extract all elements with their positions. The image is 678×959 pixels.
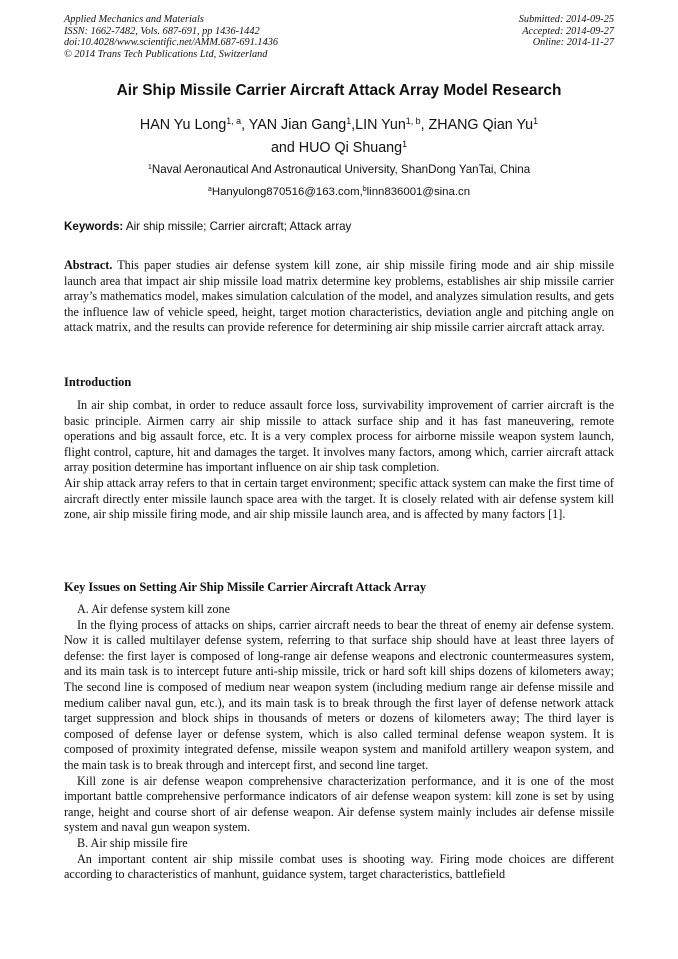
affiliation-mark: 1	[147, 162, 152, 172]
affiliation	[40, 163, 638, 177]
journal-info	[64, 14, 278, 60]
author-line-1	[40, 114, 638, 137]
key-issues-section	[64, 602, 614, 883]
author-name: HUO Qi Shuang	[298, 140, 403, 156]
abstract-paragraph	[64, 258, 614, 336]
introduction-paragraph: In air ship combat, in order to reduce assault force loss, survivability improvement of carrier aircraft is the basic principle. Airmen carry air ship missile to attack surface ship and it has fast maneuvering, remote operations and big assault force, etc. It is a very complex process for airborne missile weapon system launch, flight control, capture, hit and damages the target. It involves many factors, among which, carrier aircraft attack array position determine has important influence on air ship task completion.	[64, 398, 614, 475]
affiliation-text: Naval Aeronautical And Astronautical University, ShanDong YanTai, China	[151, 163, 531, 176]
introduction-heading: Introduction	[64, 375, 132, 389]
author-separator: ,	[241, 117, 249, 133]
key-issues-heading: Key Issues on Setting Air Ship Missile Carrier Aircraft Attack Array	[64, 580, 427, 594]
date-submitted: Submitted: 2014-09-25	[518, 14, 614, 25]
author-separator: ,	[351, 117, 356, 133]
journal-copyright: © 2014 Trans Tech Publications Ltd, Switzerland	[64, 48, 268, 60]
author-conjunction: and	[270, 140, 299, 156]
author-line-2	[40, 137, 638, 160]
keywords-label: Keywords:	[64, 220, 124, 233]
abstract	[64, 258, 614, 336]
author-list	[40, 114, 638, 160]
email-link-a[interactable]: Hanyulong870516@163.com,	[211, 186, 363, 198]
key-issues-paragraph: In the flying process of attacks on ships, carrier aircraft needs to bear the threat of enemy air defense system. Now it is called multilayer defense system, referring to that surface ship should have at least three layers of defense: the first layer is composed of long-range air defense weapons and electronic countermeasures system, and its main task is to intercept future anti-ship missile, trick or hard soft kill ships dozens of kilometers away; The second line is composed of medium near weapon system (including medium range air defense missile and medium caliber naval gun, etc.), and its main task is to break through the first layer of defense network attack target suppression and block ships in thousands of meters or dozens of kilometers away; The third layer is composed of defense layer or defense system, which is also called terminal defense weapon system. It is composed of proximity integrated defense, missile weapon system and manifold artillery weapon system, and the main task is to break through and intercept first, and second line target.	[64, 617, 614, 772]
author-affil-mark: 1, a	[226, 116, 242, 127]
abstract-text: This paper studies air defense system kill zone, air ship missile firing mode and air ship missile launch area that impact air ship missile load matrix determine key problems, establishes air ship missile carrier array’s mathematics model, makes simulation calculation of the model, and analyzes simulation results, and gets the influence law of vehicle speed, height, target motion characteristics, deviation angle and pitching angle on attack matrix, and the results can provide reference for determining air ship missile carrier aircraft attack array.	[64, 258, 614, 335]
author-affil-mark: 1	[533, 116, 539, 127]
keywords-text: Air ship missile; Carrier aircraft; Attack array	[123, 220, 352, 233]
introduction-paragraph: Air ship attack array refers to that in certain target environment; specific attack system can make the first time of aircraft directly enter missile launch space area with the target. It is closely related with air defense system kill zone, air ship missile firing mode, and air ship missile launch area, and is affected by many factors [1].	[64, 475, 614, 522]
author-emails	[40, 185, 638, 199]
author-separator: ,	[420, 117, 429, 133]
author-affil-mark: 1, b	[405, 116, 421, 127]
author-name: LIN Yun	[355, 117, 406, 133]
author-name: HAN Yu Long	[139, 117, 227, 133]
email-link-b[interactable]: linn836001@sina.cn	[366, 186, 471, 198]
keywords	[64, 220, 624, 234]
abstract-label: Abstract.	[64, 258, 113, 272]
author-name: ZHANG Qian Yu	[428, 117, 534, 133]
email-mark-a: a	[207, 186, 212, 194]
author-affil-mark: 1	[402, 139, 408, 150]
subsection-heading-b: B. Air ship missile fire	[77, 835, 188, 850]
author-name: YAN Jian Gang	[248, 117, 347, 133]
author-affil-mark: 1	[346, 116, 352, 127]
introduction-section	[64, 398, 614, 523]
journal-name: Applied Mechanics and Materials	[64, 14, 204, 25]
submission-dates	[519, 14, 614, 49]
email-mark-b: b	[362, 186, 367, 194]
key-issues-paragraph: An important content air ship missile combat uses is shooting way. Firing mode choices are different according to characteristics of manhunt, guidance system, target characteristics, battlefield	[64, 851, 614, 882]
date-accepted: Accepted: 2014-09-27	[522, 25, 614, 37]
paper-title: Air Ship Missile Carrier Aircraft Attack Array Model Research	[116, 82, 562, 99]
journal-issn: ISSN: 1662-7482, Vols. 687-691, pp 1436-1442	[64, 25, 260, 37]
key-issues-paragraph: Kill zone is air defense weapon comprehensive characterization performance, and it is one of the most important battle comprehensive performance indicators of air defense weapon system: kill zone is set by using range, height and course short of air defense weapon. Air defense system mainly includes air defense missile system and naval gun weapon system.	[64, 773, 614, 835]
journal-doi: doi:10.4028/www.scientific.net/AMM.687-691.1436	[64, 37, 279, 49]
date-online: Online: 2014-11-27	[532, 37, 614, 49]
subsection-heading-a: A. Air defense system kill zone	[77, 602, 230, 616]
